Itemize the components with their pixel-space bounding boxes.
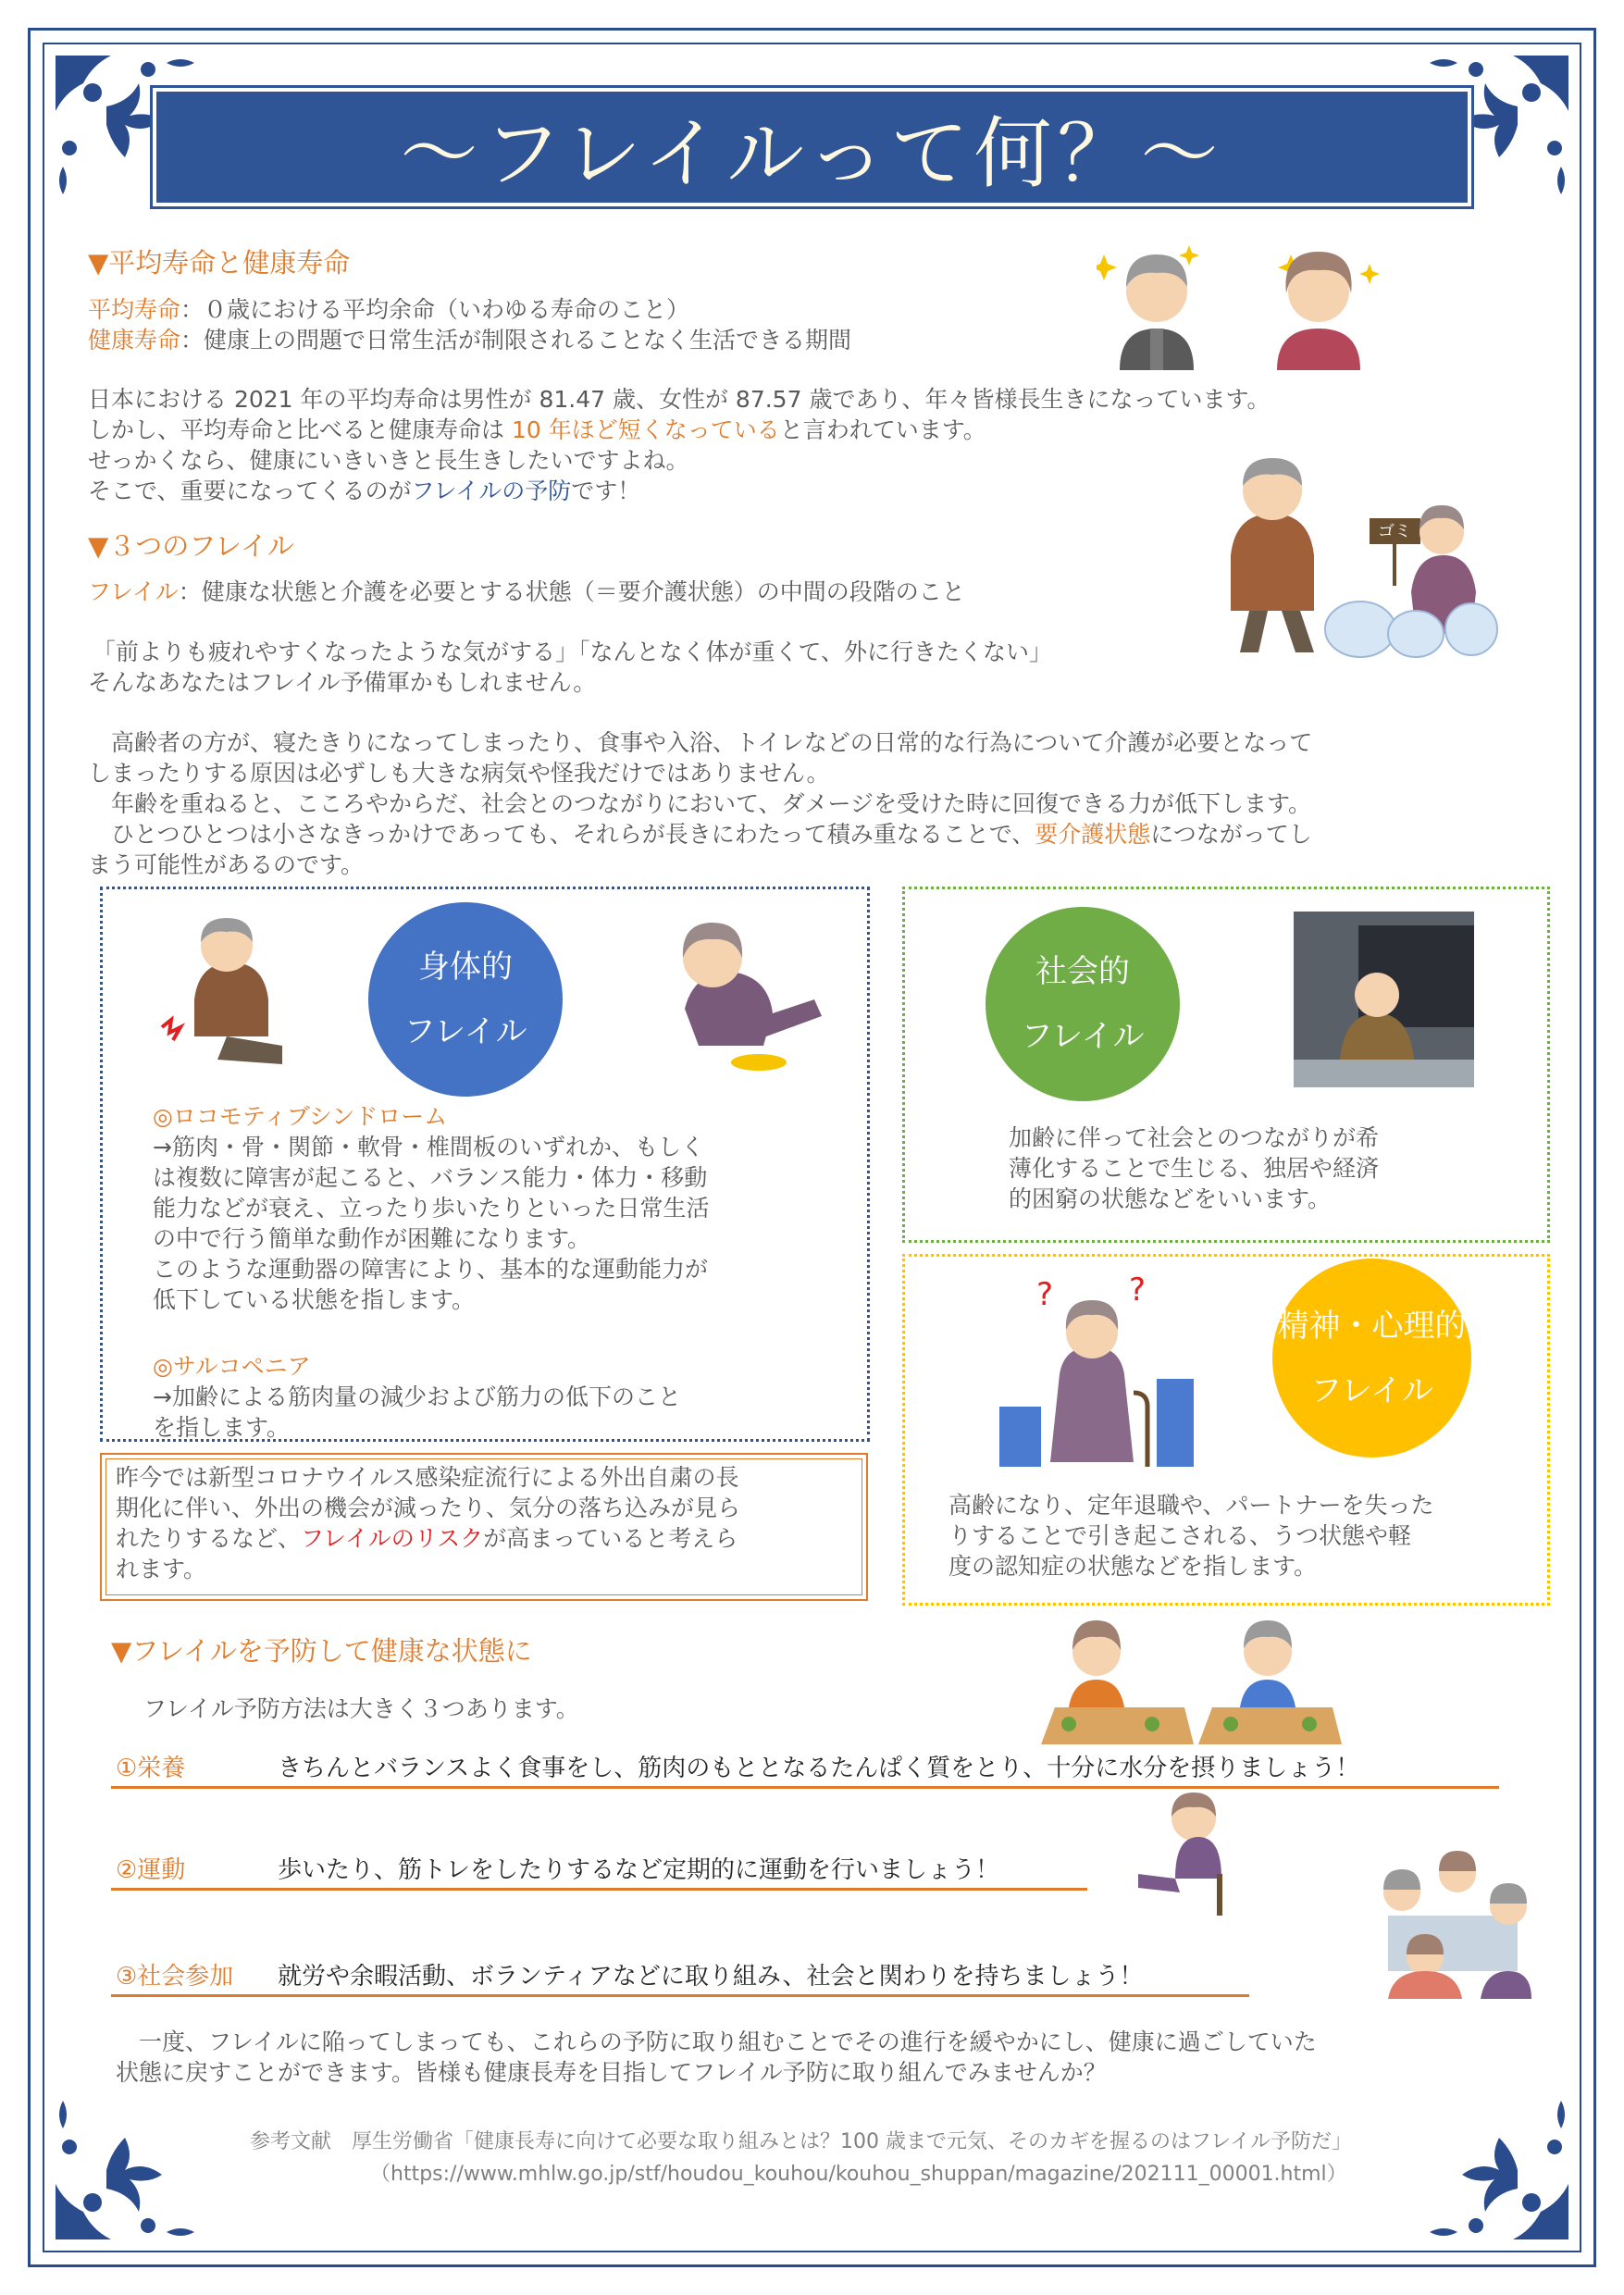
eating-elderly-illustration bbox=[1032, 1615, 1346, 1749]
section-heading-life-expectancy: ▼平均寿命と健康寿命 bbox=[88, 247, 351, 279]
social-frailty-line-3: 的困窮の状態などをいいます。 bbox=[1009, 1185, 1332, 1212]
svg-text:?: ? bbox=[1036, 1276, 1054, 1313]
prevention-label-nutrition: ①栄養 bbox=[116, 1755, 186, 1782]
group-elderly-illustration bbox=[1370, 1851, 1531, 1999]
page-title-banner bbox=[153, 88, 1471, 206]
body-line-1: 高齢者の方が、寝たきりになってしまったり、食事や入浴、トイレなどの日常的な行為について介護が必要となって bbox=[88, 729, 1313, 756]
mental-frailty-circle bbox=[1272, 1259, 1471, 1458]
locomotive-syndrome-line-1: →筋肉・骨・関節・軟骨・椎間板のいずれか、もしく bbox=[153, 1134, 704, 1160]
underline-nutrition bbox=[111, 1786, 1499, 1789]
paragraph-gap: しかし、平均寿命と比べると健康寿命は 10 年ほど短くなっていると言われています。 bbox=[88, 416, 986, 443]
mental-frailty-line-2: りすることで引き起こされる、うつ状態や軽 bbox=[948, 1522, 1412, 1549]
prevention-intro: フレイル予防方法は大きく３つあります。 bbox=[143, 1695, 579, 1722]
underline-exercise bbox=[111, 1888, 1087, 1891]
prevention-text-exercise: 歩いたり、筋トレをしたりするなど定期的に運動を行いましょう！ bbox=[278, 1856, 1000, 1884]
locomotive-syndrome-line-6: 低下している状態を指します。 bbox=[153, 1286, 476, 1313]
physical-frailty-circle bbox=[368, 902, 563, 1097]
locomotive-syndrome-line-4: の中で行う簡単な動作が困難になります。 bbox=[153, 1225, 591, 1252]
physical-circle-line2: フレイル bbox=[403, 1013, 527, 1050]
social-frailty-line-2: 薄化することで生じる、独居や経済 bbox=[1009, 1155, 1380, 1182]
locomotive-syndrome-line-2: は複数に障害が起こると、バランス能力・体力・移動 bbox=[153, 1164, 708, 1191]
confused-woman-illustration bbox=[995, 1272, 1194, 1467]
social-circle-line1: 社会的 bbox=[1035, 953, 1130, 990]
svg-text:?: ? bbox=[1129, 1272, 1147, 1309]
exercise-woman-illustration bbox=[1134, 1791, 1249, 1916]
page-title: ～フレイルって何？～ bbox=[400, 107, 1224, 199]
definition-frailty: フレイル：健康な状態と介護を必要とする状態（＝要介護状態）の中間の段階のこと bbox=[88, 578, 965, 605]
sarcopenia-title: ◎サルコペニア bbox=[153, 1353, 311, 1380]
falling-woman-illustration bbox=[648, 916, 837, 1073]
paragraph-prevention: そこで、重要になってくるのがフレイルの予防です！ bbox=[88, 478, 641, 504]
locomotive-syndrome-line-5: このような運動器の障害により、基本的な運動能力が bbox=[153, 1256, 709, 1283]
body-line-3: 年齢を重ねると、こころやからだ、社会とのつながりにおいて、ダメージを受けた時に回復できる力が低下します。 bbox=[88, 790, 1312, 817]
body-line-5: まう可能性があるのです。 bbox=[88, 851, 365, 878]
section-heading-prevention: ▼フレイルを予防して健康な状態に bbox=[111, 1635, 532, 1667]
definition-average-lifespan: 平均寿命：０歳における平均余命（いわゆる寿命のこと） bbox=[88, 296, 690, 323]
closing-line-2: 状態に戻すことができます。皆様も健康長寿を目指してフレイル予防に取り組んでみませんか？ bbox=[116, 2059, 1107, 2086]
covid-line-4: れます。 bbox=[116, 1556, 207, 1582]
corner-ornament-bottom-left bbox=[37, 2082, 213, 2258]
underline-social bbox=[111, 1994, 1249, 1997]
locomotive-syndrome-title: ◎ロコモティブシンドローム bbox=[153, 1103, 448, 1130]
corner-ornament-bottom-right bbox=[1411, 2082, 1587, 2258]
knee-pain-man-illustration bbox=[153, 907, 305, 1069]
paragraph-lifespan-stats: 日本における 2021 年の平均寿命は男性が 81.47 歳、女性が 87.57 歳であり、年々皆様長生きになっています。 bbox=[88, 386, 1271, 413]
social-frailty-line-1: 加齢に伴って社会とのつながりが希 bbox=[1009, 1124, 1380, 1151]
paragraph-live-long: せっかくなら、健康にいきいきと長生きしたいですよね。 bbox=[88, 447, 689, 474]
body-line-2: しまったりする原因は必ずしも大きな病気や怪我だけではありません。 bbox=[88, 760, 830, 787]
quote-frailty-reserve: そんなあなたはフレイル予備軍かもしれません。 bbox=[88, 669, 597, 696]
frail-elderly-illustration bbox=[1194, 435, 1499, 662]
body-line-4: ひとつひとつは小さなきっかけであっても、それらが長きにわたって積み重なることで、要介護状態につながってし bbox=[88, 821, 1312, 848]
mental-frailty-line-3: 度の認知症の状態などを指します。 bbox=[948, 1553, 1318, 1580]
social-circle-line2: フレイル bbox=[1021, 1018, 1145, 1055]
covid-line-2: 期化に伴い、外出の機会が減ったり、気分の落ち込みが見ら bbox=[116, 1495, 741, 1521]
mental-circle-line2: フレイル bbox=[1310, 1371, 1433, 1409]
sarcopenia-line-1: →加齢による筋肉量の減少および筋力の低下のこと bbox=[153, 1383, 681, 1410]
covid-line-3: れたりするなど、フレイルのリスクが高まっていると考えら bbox=[116, 1525, 738, 1552]
reference-title: 参考文献 厚生労働省「健康長寿に向けて必要な取り組みとは？100 歳まで元気、そのカギを握るのはフレイル予防だ」 bbox=[250, 2130, 1353, 2153]
locomotive-syndrome-line-3: 能力などが衰え、立ったり歩いたりといった日常生活 bbox=[153, 1195, 710, 1222]
definition-healthy-lifespan: 健康寿命：健康上の問題で日常生活が制限されることなく生活できる期間 bbox=[88, 327, 852, 354]
prevention-label-social: ③社会参加 bbox=[116, 1963, 234, 1991]
covid-line-1: 昨今では新型コロナウイルス感染症流行による外出自粛の長 bbox=[116, 1464, 739, 1491]
garbage-sign-text: ゴミ bbox=[1378, 522, 1411, 541]
reference-url: （https://www.mhlw.go.jp/stf/houdou_kouhou/kouhou_shuppan/magazine/202111_00001.html） bbox=[370, 2163, 1347, 2186]
social-frailty-circle bbox=[986, 907, 1180, 1101]
mental-circle-line1: 精神・心理的 bbox=[1277, 1307, 1467, 1345]
prevention-text-nutrition: きちんとバランスよく食事をし、筋肉のもととなるたんぱく質をとり、十分に水分を摂りましょう！ bbox=[278, 1755, 1360, 1782]
mental-frailty-line-1: 高齢になり、定年退職や、パートナーを失った bbox=[948, 1492, 1434, 1519]
prevention-label-exercise: ②運動 bbox=[116, 1856, 186, 1884]
physical-circle-line1: 身体的 bbox=[418, 949, 513, 986]
elderly-couple-illustration bbox=[1097, 236, 1393, 370]
section-heading-three-frailties: ▼３つのフレイル bbox=[88, 530, 294, 562]
isolated-man-illustration bbox=[1294, 912, 1474, 1087]
closing-line-1: 一度、フレイルに陥ってしまっても、これらの予防に取り組むことでその進行を緩やかにし、健康に過ごしていた bbox=[116, 2028, 1317, 2055]
sarcopenia-line-2: を指します。 bbox=[153, 1414, 291, 1441]
quote-symptoms: 「前よりも疲れやすくなったような気がする」「なんとなく体が重くて、外に行きたくない」 bbox=[93, 639, 1053, 665]
prevention-text-social: 就労や余暇活動、ボランティアなどに取り組み、社会と関わりを持ちましょう！ bbox=[278, 1963, 1144, 1991]
